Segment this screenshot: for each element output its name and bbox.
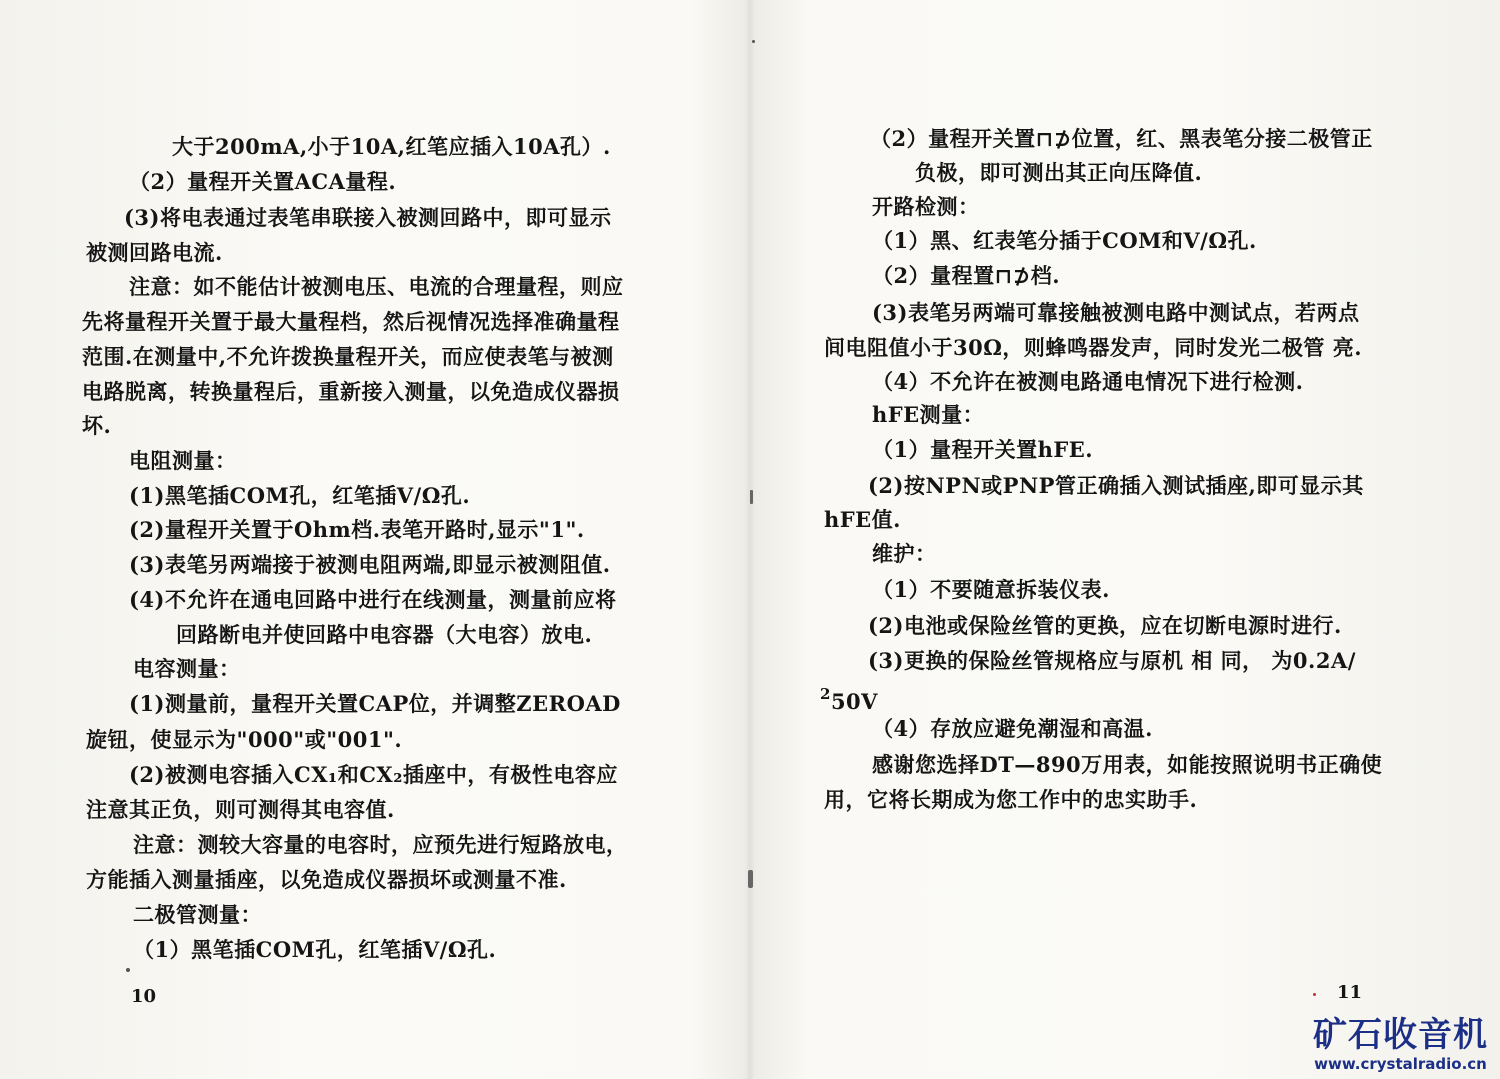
right-line-2: 负极，即可测出其正向压降值. bbox=[915, 160, 1203, 185]
left-page bbox=[0, 0, 745, 1079]
right-line-16: (3)更换的保险丝管规格应与原机 相 同， 为0.2A/ bbox=[868, 648, 1356, 673]
paper-mark bbox=[750, 490, 753, 504]
right-line-1: （2）量程开关置⊓⊅位置，红、黑表笔分接二极管正 bbox=[870, 126, 1373, 151]
left-line-13: (3)表笔另两端接于被测电阻两端,即显示被测阻值. bbox=[129, 552, 611, 577]
paper-mark bbox=[748, 870, 753, 888]
left-line-8: 电路脱离，转换量程后，重新接入测量，以免造成仪器损 bbox=[82, 379, 620, 404]
left-line-7: 范围.在测量中,不允许拨换量程开关，而应使表笔与被测 bbox=[82, 344, 614, 369]
right-line-8: （4）不允许在被测电路通电情况下进行检测. bbox=[872, 369, 1304, 394]
right-line-12: hFE值. bbox=[824, 507, 901, 532]
right-line-11: (2)按NPN或PNP管正确插入测试插座,即可显示其 bbox=[868, 473, 1364, 498]
right-heading-open-circuit: 开路检测： bbox=[872, 194, 980, 219]
paper-speck bbox=[752, 40, 755, 43]
book-spine bbox=[745, 0, 755, 1079]
left-line-19: (2)被测电容插入CX₁和CX₂插座中，有极性电容应 bbox=[129, 762, 618, 787]
right-line-7: 间电阻值小于30Ω，则蜂鸣器发声，同时发光二极管 亮. bbox=[824, 335, 1363, 360]
right-line-5: （2）量程置⊓⊅档. bbox=[872, 263, 1061, 288]
left-heading-resistance: 电阻测量： bbox=[129, 448, 237, 473]
right-line-15: (2)电池或保险丝管的更换，应在切断电源时进行. bbox=[868, 613, 1342, 638]
right-page bbox=[755, 0, 1500, 1079]
right-line-17-text: 50V bbox=[830, 689, 878, 714]
left-heading-diode: 二极管测量： bbox=[133, 902, 262, 927]
right-heading-hfe: hFE测量： bbox=[872, 402, 985, 427]
left-line-12: (2)量程开关置于Ohm档.表笔开路时,显示"1". bbox=[129, 517, 585, 542]
left-line-11: (1)黑笔插COM孔，红笔插V/Ω孔. bbox=[129, 483, 471, 508]
left-line-22: 方能插入测量插座，以免造成仪器损坏或测量不准. bbox=[86, 867, 567, 892]
right-line-4: （1）黑、红表笔分插于COM和V/Ω孔. bbox=[872, 228, 1257, 253]
left-line-6: 先将量程开关置于最大量程档，然后视情况选择准确量程 bbox=[82, 309, 620, 334]
paper-speck bbox=[1313, 993, 1316, 996]
left-line-15: 回路断电并使回路中电容器（大电容）放电. bbox=[176, 622, 593, 647]
right-line-17 bbox=[820, 681, 878, 715]
left-line-17: (1)测量前，量程开关置CAP位，并调整ZEROAD bbox=[129, 691, 621, 716]
left-page-number: 10 bbox=[131, 986, 157, 1007]
left-line-21: 注意：测较大容量的电容时，应预先进行短路放电， bbox=[133, 832, 628, 857]
left-line-14: (4)不允许在通电回路中进行在线测量，测量前应将 bbox=[129, 587, 617, 612]
left-line-18: 旋钮，使显示为"000"或"001". bbox=[86, 727, 403, 752]
left-line-24: （1）黑笔插COM孔，红笔插V/Ω孔. bbox=[133, 937, 497, 962]
right-line-19: 感谢您选择DT—890万用表，如能按照说明书正确使 bbox=[872, 752, 1383, 777]
right-heading-maintenance: 维护： bbox=[872, 541, 937, 566]
left-line-2: （2）量程开关置ACA量程. bbox=[129, 169, 397, 194]
left-line-20: 注意其正负，则可测得其电容值. bbox=[86, 797, 395, 822]
left-line-3: (3)将电表通过表笔串联接入被测回路中，即可显示 bbox=[124, 205, 612, 230]
watermark-url: www.crystalradio.cn bbox=[1314, 1055, 1487, 1073]
right-line-18: （4）存放应避免潮湿和高温. bbox=[872, 716, 1153, 741]
watermark bbox=[1313, 1015, 1488, 1073]
left-heading-capacitance: 电容测量： bbox=[133, 656, 241, 681]
left-line-4: 被测回路电流. bbox=[86, 240, 223, 265]
right-line-6: (3)表笔另两端可靠接触被测电路中测试点，若两点 bbox=[872, 300, 1360, 325]
right-line-10: （1）量程开关置hFE. bbox=[872, 437, 1094, 462]
left-line-1: 大于200mA,小于10A,红笔应插入10A孔）. bbox=[172, 134, 611, 159]
paper-speck bbox=[126, 968, 130, 972]
right-line-20: 用，它将长期成为您工作中的忠实助手. bbox=[824, 787, 1198, 812]
watermark-title: 矿石收音机 bbox=[1313, 1015, 1488, 1055]
right-page-number: 11 bbox=[1337, 982, 1363, 1003]
superscript-2: 2 bbox=[820, 685, 831, 703]
right-line-14: （1）不要随意拆装仪表. bbox=[872, 577, 1110, 602]
left-line-5: 注意：如不能估计被测电压、电流的合理量程，则应 bbox=[129, 274, 624, 299]
left-line-9: 坏. bbox=[82, 413, 112, 438]
